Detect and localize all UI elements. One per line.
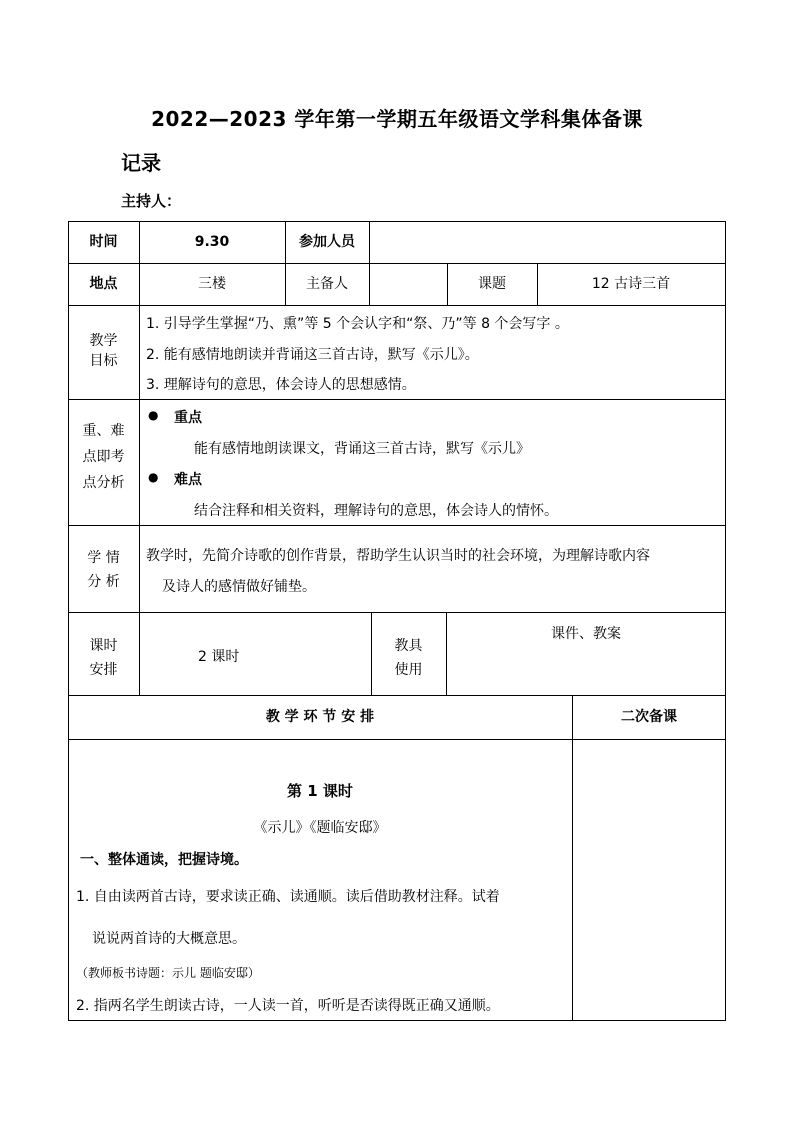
difficult-point-title: 难点	[174, 472, 202, 488]
grid-line	[68, 1020, 726, 1021]
analysis-label-line: 学 情	[87, 550, 120, 566]
grid-line	[68, 612, 726, 613]
grid-line	[68, 263, 726, 264]
host-label: 主持人：	[121, 192, 182, 210]
difficult-point-text: 结合注释和相关资料，理解诗句的意思，体会诗人的情怀。	[194, 503, 558, 519]
analysis-text: 教学时，先简介诗歌的创作背景，帮助学生认识当时的社会环境，为理解诗歌内容	[146, 548, 650, 564]
key-point-title: 重点	[174, 410, 202, 426]
grid-line	[68, 305, 726, 306]
tools-label-line: 使用	[394, 662, 423, 678]
grid-line	[68, 221, 726, 222]
analysis-text: 及诗人的感情做好铺垫。	[162, 579, 316, 595]
grid-line	[68, 399, 726, 400]
key-point-text: 能有感情地朗读课文，背诵这三首古诗，默写《示儿》	[194, 441, 530, 457]
place-value: 三楼	[198, 276, 226, 292]
step-item: 2. 指两名学生朗读古诗，一人读一首，听听是否读得既正确又通顺。	[76, 998, 500, 1014]
analysis-label	[68, 546, 139, 594]
focus-label-line: 重、难	[82, 423, 125, 439]
document-title-continued: 记录	[121, 151, 161, 175]
document-title: 2022—2023 学年第一学期五年级语文学科集体备课	[151, 107, 643, 131]
lesson-poems: 《示儿》《题临安邸》	[253, 820, 387, 836]
place-label: 地点	[89, 276, 118, 292]
grid-line	[68, 739, 726, 740]
grid-line	[68, 695, 726, 696]
step-item: 1. 自由读两首古诗，要求读正确、读通顺。读后借助教材注释。试着	[76, 889, 500, 905]
bullet-icon: ●	[148, 470, 159, 484]
board-note: （教师板书诗题：示儿 题临安邸）	[76, 966, 260, 980]
step-heading: 一、整体通读，把握诗境。	[80, 852, 248, 868]
topic-label: 课题	[478, 276, 506, 292]
step-item-continued: 说说两首诗的大概意思。	[92, 931, 246, 947]
analysis-label-line: 分 析	[87, 574, 120, 590]
tools-label-line: 教具	[394, 638, 423, 654]
lead-preparer-label: 主备人	[306, 276, 348, 292]
topic-value: 12 古诗三首	[591, 276, 671, 292]
teaching-steps-header: 教 学 环 节 安 排	[265, 709, 375, 725]
second-prep-header: 二次备课	[621, 709, 677, 725]
goals-label-line: 目标	[89, 353, 118, 369]
focus-label-line: 点分析	[82, 475, 125, 491]
grid-line	[725, 221, 726, 1021]
schedule-value: 2 课时	[198, 649, 240, 665]
goal-item: 3. 理解诗句的意思，体会诗人的思想感情。	[146, 377, 416, 393]
goals-label	[68, 331, 139, 371]
grid-line	[572, 695, 573, 1020]
grid-line	[68, 525, 726, 526]
bullet-icon: ●	[148, 408, 159, 422]
schedule-label	[68, 634, 139, 682]
lesson-title: 第 1 课时	[287, 782, 353, 800]
participants-label: 参加人员	[299, 234, 355, 250]
time-label: 时间	[89, 234, 118, 250]
time-value: 9.30	[194, 234, 230, 250]
focus-label	[68, 418, 139, 496]
teaching-tools-value: 课件、教案	[551, 626, 621, 642]
focus-label-line: 点即考	[82, 449, 125, 465]
grid-line	[369, 221, 370, 305]
goals-label-line: 教学	[89, 333, 118, 349]
goal-item: 1. 引导学生掌握“乃、熏”等 5 个会认字和“祭、乃”等 8 个会写字 。	[146, 316, 569, 332]
schedule-label-line: 安排	[89, 662, 118, 678]
goal-item: 2. 能有感情地朗读并背诵这三首古诗，默写《示儿》。	[146, 347, 479, 363]
teaching-tools-label	[371, 634, 446, 682]
schedule-label-line: 课时	[89, 638, 118, 654]
